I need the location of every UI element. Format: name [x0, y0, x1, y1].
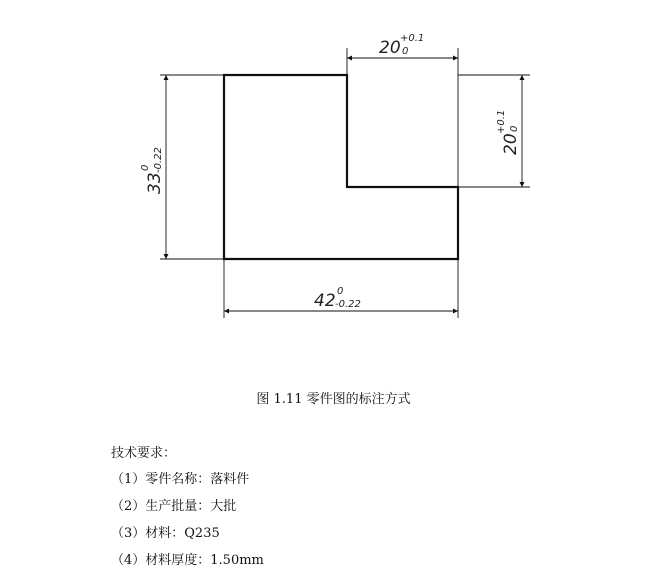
dimension-lines	[166, 58, 522, 311]
dim-top-width	[379, 33, 424, 58]
dim-left-height	[140, 147, 165, 194]
svg-text:+0.1: +0.1	[496, 109, 507, 134]
svg-text:33: 33	[145, 172, 165, 194]
part-outline	[224, 75, 458, 259]
dim-bottom-width	[314, 286, 361, 311]
tech-item-part-name: （1）零件名称：落料件	[111, 472, 250, 487]
svg-text:+0.1: +0.1	[400, 33, 425, 44]
svg-text:-0.22: -0.22	[153, 147, 164, 173]
dim-right-height	[496, 110, 521, 155]
svg-text:0: 0	[140, 164, 151, 171]
svg-text:0: 0	[509, 125, 520, 132]
svg-text:0: 0	[402, 46, 409, 57]
figure-caption: 图 1.11 零件图的标注方式	[256, 392, 411, 407]
tech-item-material: （3）材料：Q235	[111, 526, 220, 541]
tech-item-thickness: （4）材料厚度：1.50mm	[111, 553, 264, 568]
svg-text:42: 42	[314, 291, 336, 311]
svg-text:20: 20	[501, 133, 521, 155]
svg-text:-0.22: -0.22	[335, 299, 361, 310]
svg-text:20: 20	[379, 38, 401, 58]
svg-text:0: 0	[337, 286, 344, 297]
tech-requirements-heading: 技术要求：	[111, 446, 177, 461]
tech-item-batch: （2）生产批量：大批	[111, 499, 237, 514]
tech-requirements-list	[111, 471, 264, 579]
extension-lines	[160, 48, 530, 318]
